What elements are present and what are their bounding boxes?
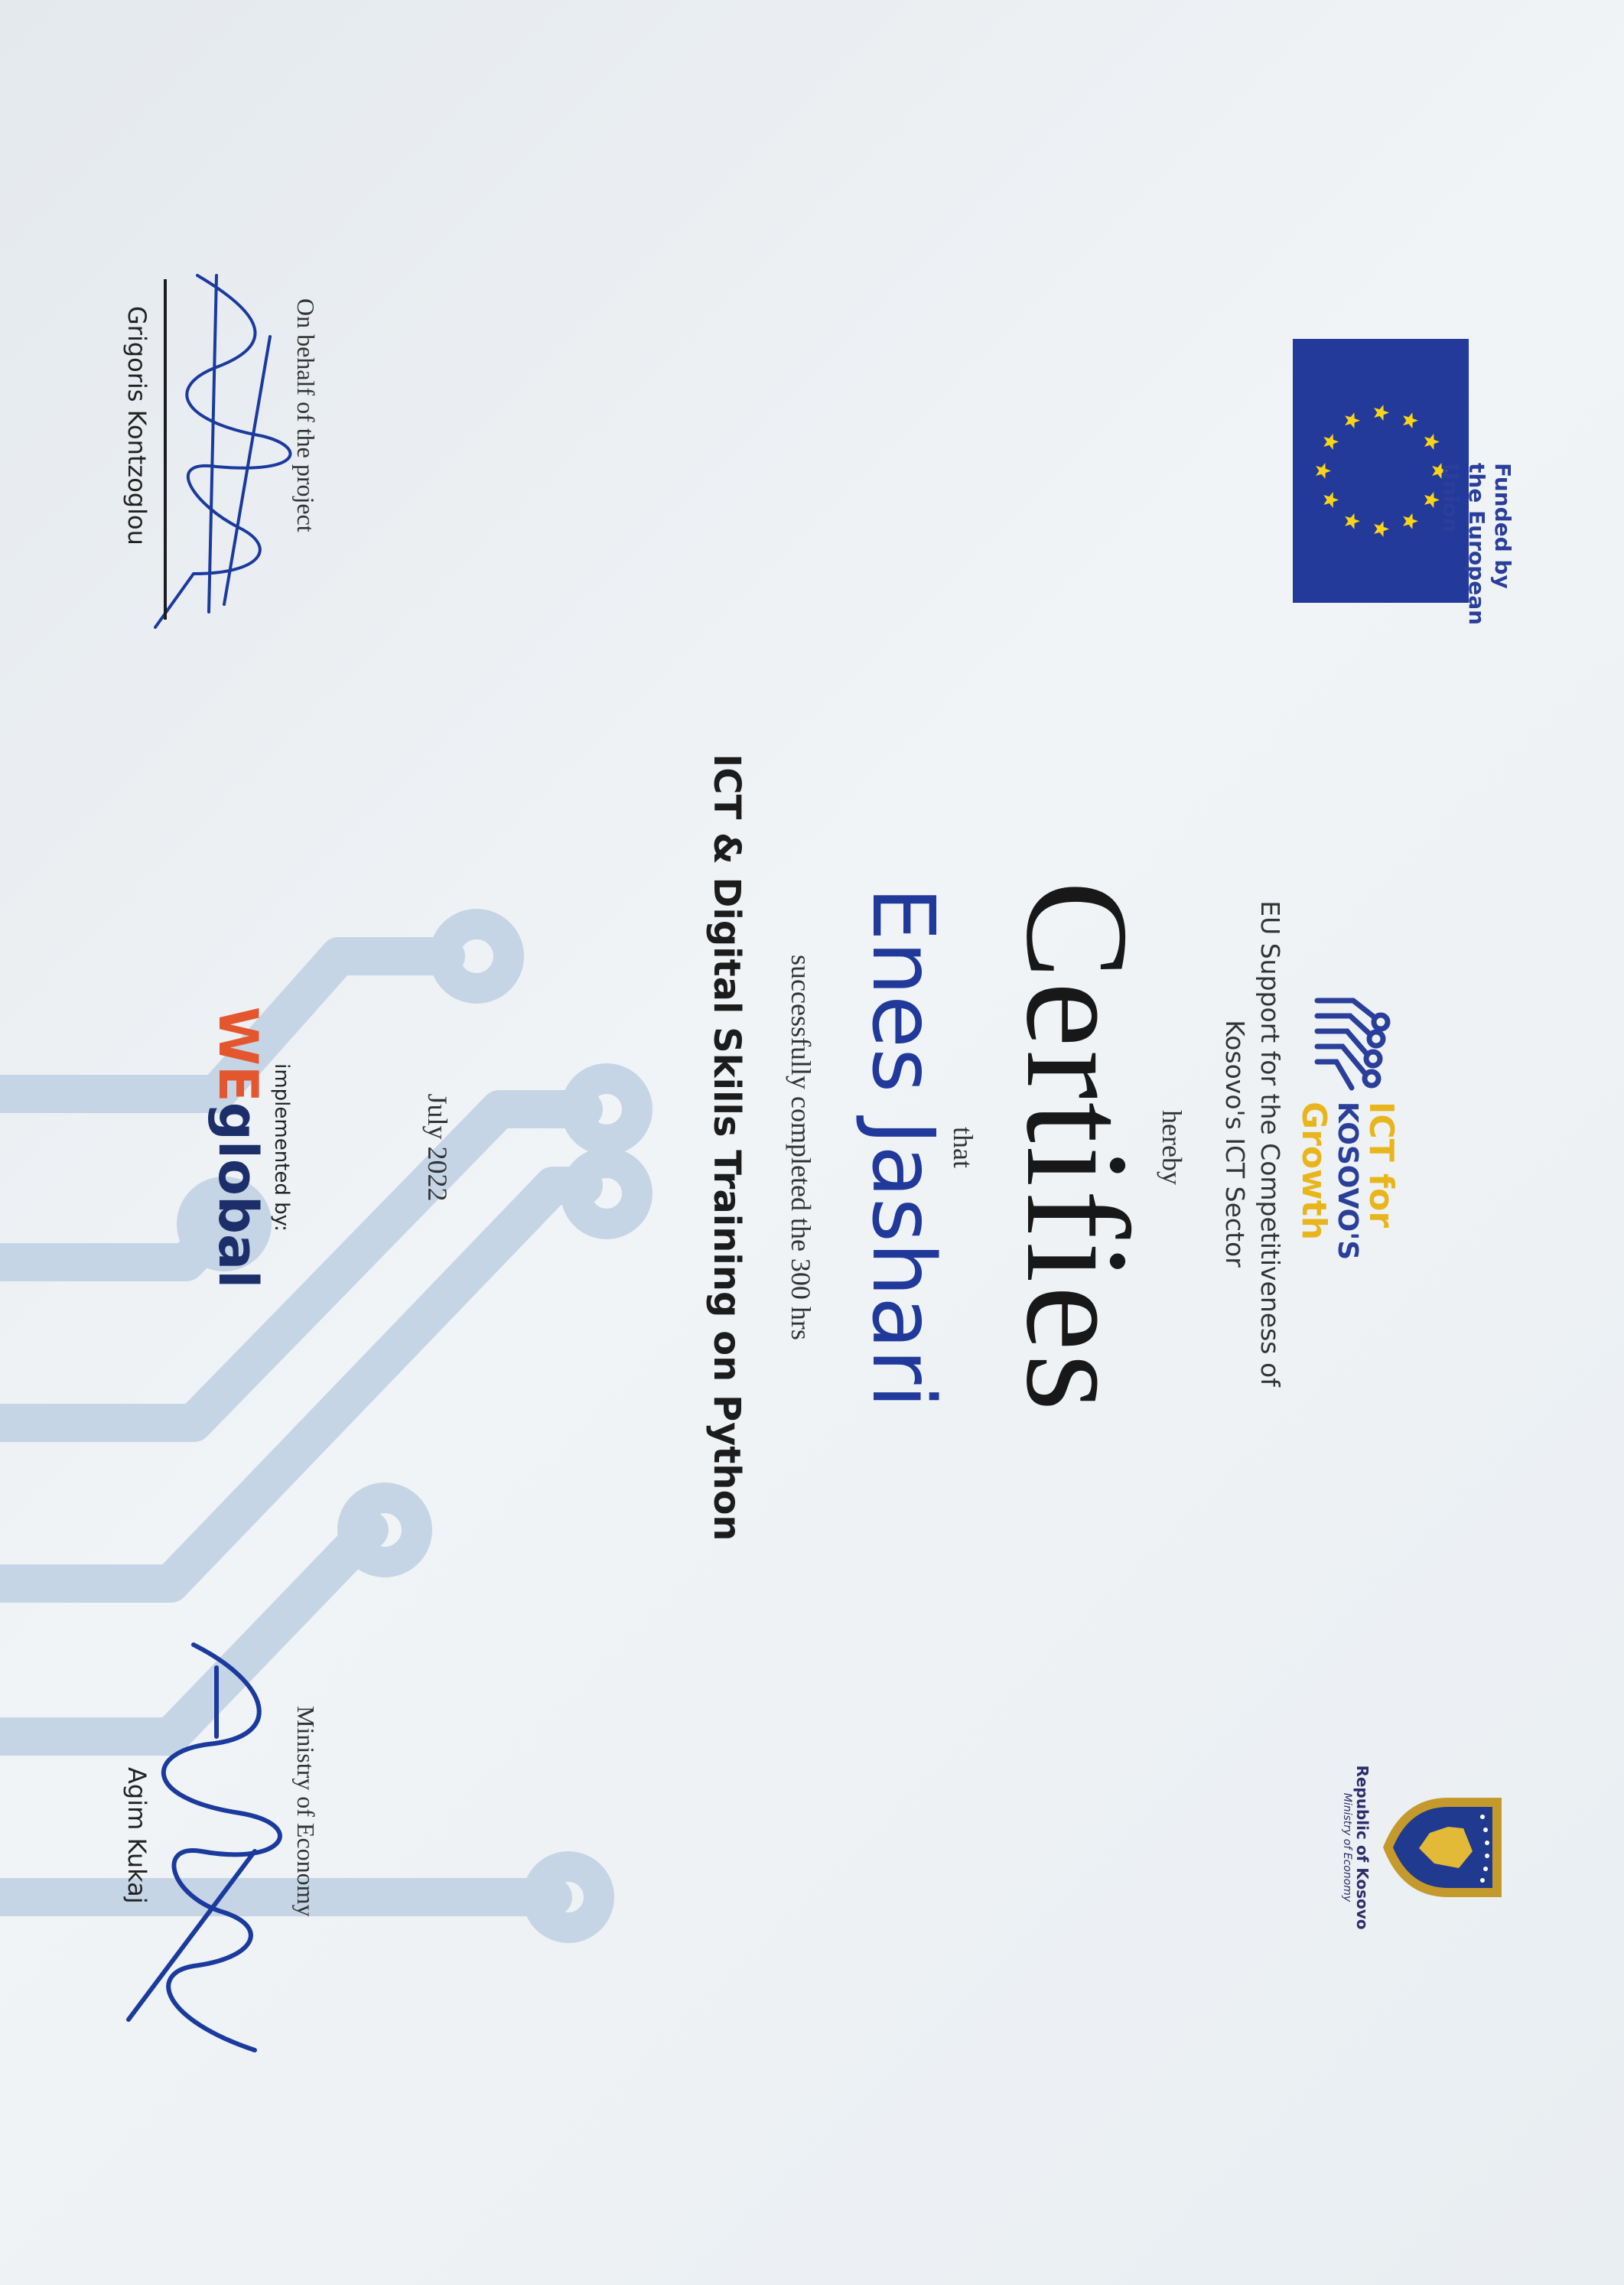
ict-circuit-icon (1313, 994, 1398, 1098)
kosovo-text (1341, 1706, 1372, 1989)
ict-logo-word2: KOSOVO'S (1332, 1102, 1363, 1261)
left-signatory-name: Grigoris Kontzoglou (122, 306, 151, 545)
left-signature-drawing (148, 245, 308, 643)
ict-logo-word1: ICT for (1362, 1102, 1401, 1229)
implemented-label: implemented by: (270, 1063, 293, 1232)
eu-funding-text (1437, 463, 1515, 677)
that-text: that (948, 1127, 978, 1168)
kosovo-text-line1: Republic of Kosovo (1353, 1765, 1372, 1930)
weglobal-logo-we: WE (207, 1006, 269, 1102)
completion-text: successfully completed the 300 hrs (786, 955, 816, 1340)
weglobal-logo (206, 895, 270, 1400)
certifies-heading: Certifies (996, 880, 1159, 1414)
left-signature-line (164, 279, 167, 620)
eu-funding-line2: the European Union (1438, 463, 1489, 626)
kosovo-text-line2: Ministry of Economy (1341, 1792, 1353, 1903)
weglobal-logo-rest: global (207, 1102, 269, 1289)
eu-funding-line1: Funded by (1490, 463, 1515, 589)
program-subtitle-line1: EU Support for the Competitiveness of (1255, 900, 1285, 1387)
right-signatory-name: Agim Kukaj (122, 1767, 151, 1904)
kosovo-coat-of-arms-icon (1379, 1790, 1509, 1905)
hereby-text: hereby (1157, 1110, 1187, 1185)
left-signatory-title: On behalf of the project (292, 298, 320, 532)
program-subtitle (1217, 780, 1287, 1507)
course-title: ICT & Digital Skills Training on Python (705, 754, 748, 1541)
program-subtitle-line2: Kosovo's ICT Sector (1220, 1020, 1250, 1268)
date-text: July 2022 (422, 1093, 453, 1202)
ict-logo-word3: Growth (1294, 1102, 1333, 1241)
recipient-name: Enes Jashari (853, 887, 952, 1408)
right-signatory-title: Ministry of Economy (292, 1706, 320, 1917)
ict-logo-text (1294, 1102, 1401, 1261)
